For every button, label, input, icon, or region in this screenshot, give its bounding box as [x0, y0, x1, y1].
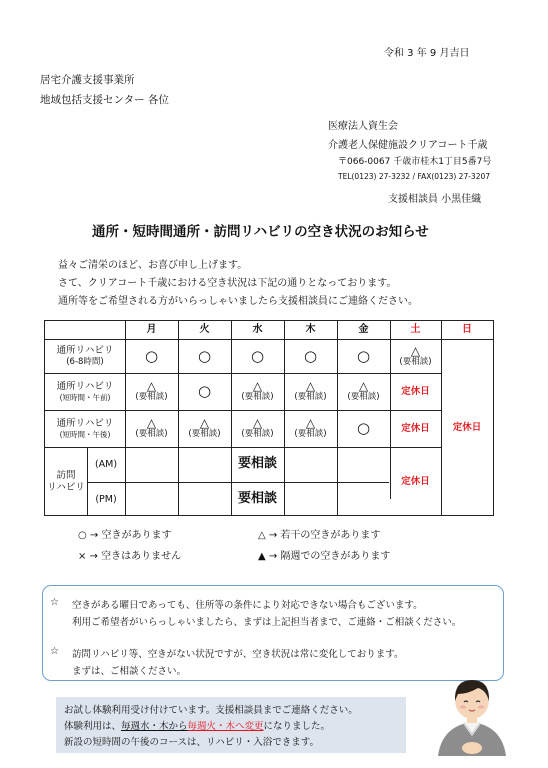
triangle-mark: △: [146, 416, 157, 431]
consult-note: (要相談): [399, 356, 432, 367]
cell-r1-thu: ○: [303, 346, 318, 365]
row-label-line2: (短時間・午後): [59, 429, 111, 439]
note-1-line-1: 空きがある曜日であっても、住所等の条件により対応できない場合もございます。: [72, 600, 423, 611]
intro-line-1: 益々ご清栄のほど、お喜び申し上げます。: [58, 260, 248, 271]
star-icon: ☆: [50, 597, 59, 608]
cell-r2-tue: ○: [197, 382, 212, 400]
note-2-line-1: 訪問リハビリ等、空きがない状況ですが、空き状況は常に変化しております。: [72, 649, 404, 660]
row-label-short-am: [45, 373, 125, 410]
cell-r3-tue: [178, 410, 231, 447]
cell-r2-sat: 定休日: [401, 385, 430, 397]
legend-triangle: △ → 若干の空きがあります: [258, 530, 381, 541]
cell-r2-thu: [284, 373, 337, 410]
intro-line-3: 通所等をご希望される方がいらっしゃいましたら支援相談員にご連絡ください。: [58, 296, 418, 307]
sender-person: 支援相談員 小黒佳織: [388, 194, 482, 205]
consult-note: (要相談): [294, 429, 327, 440]
cell-r1-mon: ○: [144, 346, 159, 365]
cell-visit-pm: 要相談: [237, 491, 277, 507]
row-label-line1: 通所リハビリ: [56, 344, 114, 356]
day-thu: 木: [305, 323, 316, 335]
legend-black-triangle: ▲ → 隔週での空きがあります: [258, 551, 391, 562]
trial-line-3: 新設の短時間の午後のコースは、リハビリ・入浴できます。: [64, 737, 319, 748]
recipient-1: 居宅介護支援事業所: [40, 74, 135, 86]
legend-circle: ○ → 空きがあります: [78, 530, 172, 541]
trial-line-2-d: になりました。: [263, 721, 331, 732]
triangle-mark: △: [305, 416, 316, 431]
consult-note: (要相談): [188, 429, 221, 440]
cell-r3-fri: ○: [356, 419, 371, 437]
cell-visit-sat: 定休日: [401, 476, 430, 488]
consult-note: (要相談): [135, 392, 168, 403]
cell-r3-thu: [284, 410, 337, 447]
row-label-dayservice: [45, 339, 125, 373]
staff-illustration: [428, 670, 516, 756]
consult-note: (要相談): [135, 429, 168, 440]
cell-r1-fri: ○: [356, 346, 371, 365]
sender-corp: 医療法人資生会: [328, 121, 398, 132]
page-title: 通所・短時間通所・訪問リハビリの空き状況のお知らせ: [92, 224, 429, 240]
cell-r2-wed: [231, 373, 284, 410]
triangle-mark: △: [410, 343, 421, 358]
trial-line-2: [64, 718, 330, 732]
cell-r3-sat: 定休日: [401, 422, 430, 434]
triangle-mark: △: [358, 379, 369, 394]
consult-note: (要相談): [294, 392, 327, 403]
cell-r2-mon: [125, 373, 178, 410]
cell-sun-closed: 定休日: [452, 422, 482, 434]
trial-line-1: お試し体験利用受け付けています。支援相談員までご連絡ください。: [64, 705, 358, 716]
row-label-line2: (短時間・午前): [59, 392, 111, 402]
legend-cross: × → 空きはありません: [78, 551, 182, 562]
row-label-am: (AM): [94, 458, 118, 470]
sender-address: 〒066-0067 千歳市桂木1丁目5番7号: [338, 157, 492, 167]
consult-note: (要相談): [241, 429, 274, 440]
day-tue: 火: [199, 323, 210, 335]
triangle-mark: △: [146, 379, 157, 394]
recipient-2: 地域包括支援センター 各位: [40, 94, 169, 106]
row-label-line1: 通所リハビリ: [56, 380, 114, 392]
day-fri: 金: [358, 323, 369, 335]
triangle-mark: △: [199, 416, 210, 431]
triangle-mark: △: [305, 379, 316, 394]
row-label-line2: (6-8時間): [66, 356, 104, 367]
cell-r1-wed: ○: [250, 346, 265, 365]
trial-line-2-a: 体験利用は、: [64, 721, 122, 732]
cell-visit-am: 要相談: [237, 456, 277, 472]
row-label-line2: リハビリ: [47, 482, 85, 493]
row-label-line1: 通所リハビリ: [56, 417, 114, 429]
row-label-visit-rehab: [45, 447, 87, 517]
availability-table: [44, 320, 494, 516]
sender-tel: TEL(0123) 27-3232 / FAX(0123) 27-3207: [338, 172, 491, 181]
triangle-mark: △: [252, 416, 263, 431]
consult-note: (要相談): [241, 392, 274, 403]
cell-r3-mon: [125, 410, 178, 447]
day-sat: 土: [410, 323, 421, 335]
note-1-line-2: 利用ご希望者がいらっしゃいましたら、まずは上記担当者まで、ご連絡・ご相談ください。: [72, 617, 462, 628]
sender-facility: 介護老人保健施設クリアコート千歳: [328, 140, 488, 151]
row-label-line1: 訪問: [56, 470, 76, 482]
star-icon: ☆: [50, 646, 59, 657]
cell-r2-fri: [337, 373, 390, 410]
intro-line-2: さて、クリアコート千歳における空き状況は下記の通りとなっております。: [58, 278, 397, 289]
date: 令和 3 年 9 月吉日: [384, 48, 470, 59]
cell-r1-sat: [390, 339, 441, 373]
trial-line-2-new: 毎週火・木へ変更: [187, 721, 264, 732]
cell-r3-wed: [231, 410, 284, 447]
triangle-mark: △: [252, 379, 263, 394]
trial-line-2-old: 毎週水・木から: [121, 721, 188, 732]
row-label-pm: (PM): [95, 493, 117, 505]
cell-r1-tue: ○: [197, 346, 212, 365]
row-label-short-pm: [45, 410, 125, 447]
day-wed: 水: [252, 323, 263, 335]
note-2-line-2: まずは、ご相談ください。: [72, 666, 187, 677]
day-mon: 月: [146, 323, 157, 335]
day-sun: 日: [462, 323, 472, 335]
consult-note: (要相談): [347, 392, 380, 403]
